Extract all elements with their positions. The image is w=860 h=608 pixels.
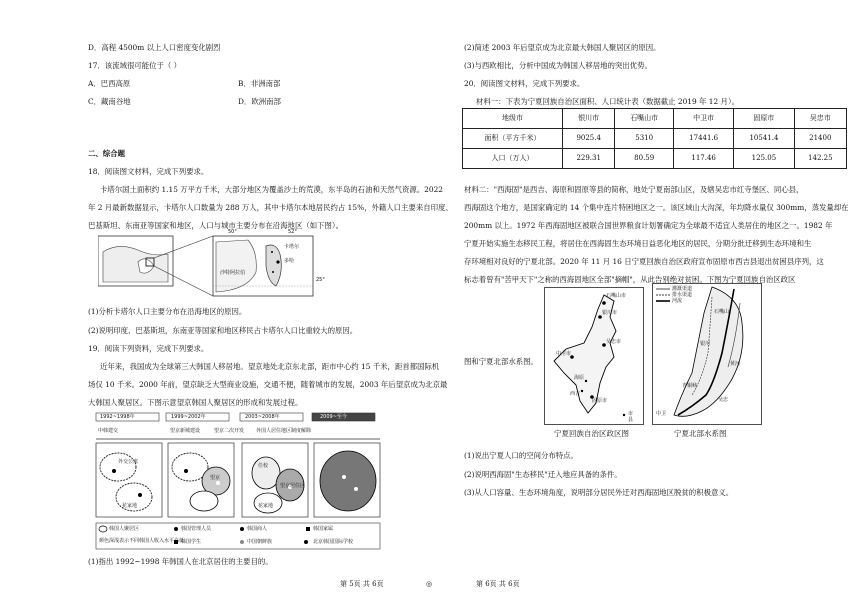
- map2-legend: 灌溉渠道: [672, 286, 693, 292]
- q18-sub2: (2)说明印度、巴基斯坦，东南亚等国家和地区移民占卡塔尔人口比重较大的原因。: [88, 326, 358, 335]
- material1: 材料一：下表为宁夏回族自治区面积、人口统计表（数据截止 2019 年 12 月）。: [476, 97, 740, 106]
- table-header-row: [463, 109, 847, 129]
- period-label: 2003~2008年: [245, 414, 280, 420]
- map1-label: 吴忠市: [606, 339, 622, 345]
- table-cell: 吴忠市: [794, 109, 846, 129]
- map-lon-right: 52°: [288, 229, 297, 235]
- q17-option-b: B．非洲南部: [238, 79, 281, 88]
- table-cell: 银川市: [563, 109, 615, 129]
- page-footer-right: 第 6页 共 6页: [476, 580, 520, 588]
- map1-label: 固原市: [592, 398, 608, 404]
- map-lat-right: 25°: [316, 277, 325, 283]
- table-cell: 17441.6: [673, 129, 733, 149]
- q19-sub1: (1)指出 1992~1998 年韩国人在北京居住的主要目的。: [88, 557, 273, 566]
- map2-label: 青铜峡: [682, 383, 698, 389]
- table-cell: 117.46: [673, 149, 733, 169]
- event-label: 中韩建交: [98, 428, 119, 434]
- legend-item: 中国朝鲜族: [247, 539, 273, 545]
- table-cell: 人口（万人）: [463, 149, 563, 169]
- ningxia-water-map: [652, 283, 762, 425]
- q16-option-d: D．高程 4500m 以上人口密度变化剧烈: [88, 43, 221, 52]
- map1-label: 中卫市: [556, 351, 572, 357]
- table-cell: 地级市: [463, 109, 563, 129]
- q20-stem: 20．阅读图文材料，完成下列要求。: [464, 79, 585, 88]
- q19-stem: 19．阅读下列资料，完成下列要求。: [88, 344, 209, 353]
- place-label: 花家地: [122, 503, 138, 509]
- map2-label: 银川: [700, 341, 711, 347]
- map1-caption: 宁夏回族自治区政区图: [554, 429, 629, 438]
- place-label: 花家地: [258, 503, 274, 509]
- map1-legend: 县: [628, 417, 634, 423]
- place-label: 外交公寓: [118, 459, 139, 465]
- table-cell: 面积（平方千米）: [463, 129, 563, 149]
- map-label-doha: 多哈: [284, 258, 295, 264]
- map-label-qatar: 卡塔尔: [284, 244, 300, 250]
- q17-option-d: D．欧洲南部: [238, 97, 281, 106]
- table-cell: 9025.4: [563, 129, 615, 149]
- q19-sub3: (3)与西欧相比，分析中国成为韩国人移居地的突出优势。: [464, 61, 652, 70]
- q17-option-c: C．藏南谷地: [88, 97, 131, 106]
- q19-material-line: 大韩国人聚居区。下图示意望京韩国人聚居区的形成和发展过程。: [88, 398, 303, 407]
- map2-caption: 宁夏北部水系图: [674, 429, 727, 438]
- legend-item: 颜色深浅表示不同韩国人收入水平高低: [99, 538, 185, 544]
- event-label: 望京新城建设: [170, 428, 201, 434]
- page-marker-icon: ◎: [426, 580, 433, 588]
- legend-item: 北京韩国国际学校: [313, 539, 354, 545]
- q19-material-line: 近年来，我国成为全球第三大韩国人移居地。望京地处北京东北部，距市中心约 15 千米，距首都国际机: [100, 362, 440, 371]
- table-cell: 80.59: [615, 149, 674, 169]
- q20-sub3: (3)从人口容量、生态环境角度，说明部分居民外迁对西海固地区脱贫的积极意义。: [464, 488, 734, 497]
- period-label: 2009~至今: [320, 414, 347, 420]
- q18-sub1: (1)分析卡塔尔人口主要分布在沿海地区的原因。: [88, 307, 247, 316]
- table-cell: 5310: [615, 129, 674, 149]
- map-lat-top: 50°: [228, 229, 237, 235]
- place-label: 望京居住区: [280, 483, 306, 489]
- map2-legend: 排水渠道: [672, 292, 693, 298]
- map2-label: 黄河: [730, 361, 741, 367]
- map1-legend: 市: [628, 411, 634, 417]
- legend-item: 韩国商人: [247, 526, 268, 532]
- map2-legend: 河流: [672, 298, 683, 304]
- table-cell: 125.05: [734, 149, 794, 169]
- legend-item: 韩国人聚居区: [109, 526, 140, 532]
- map1-label: 银川市: [602, 310, 618, 316]
- table-cell: 10541.4: [734, 129, 794, 149]
- page-footer-left: 第 5页 共 6页: [340, 580, 384, 588]
- map2-label: 石嘴山: [714, 309, 730, 315]
- section-title: 二、综合题: [88, 149, 125, 158]
- qatar-map-svg: [98, 232, 388, 300]
- q17-stem: 17．该流域很可能位于（ ）: [88, 61, 182, 70]
- table-row: [463, 129, 847, 149]
- q18-stem: 18．阅读图文材料，完成下列要求。: [88, 167, 209, 176]
- table-row: [463, 149, 847, 169]
- q20-sub2: (2)说明西海固"生态移民"迁入地应具备的条件。: [464, 470, 622, 479]
- legend-item: 韩国管理人员: [181, 526, 212, 532]
- material2-line: 标志着曾有"苦甲天下"之称的西海固地区全部"摘帽"，从此告别绝对贫困。下图为宁夏回族自治区政区: [464, 275, 796, 284]
- material2-line: 存环境相对良好的宁夏北部。2020 年 11 月 16 日宁夏回族自治区政府宣布固原市西吉县退出贫困县序列，这: [464, 257, 824, 266]
- period-label: 1992~1998年: [100, 414, 135, 420]
- event-label: 外国人居住地区制度解除: [256, 428, 312, 434]
- q18-material-line: 巴基斯坦、东南亚等国家和地区，人口与城市主要分布在沿海地区（如下图）。: [88, 221, 343, 230]
- table-cell: 中卫市: [673, 109, 733, 129]
- table-cell: 固原市: [734, 109, 794, 129]
- material2-line: 200mm 以上。1972 年西海固地区被联合国世界粮食计划署确定为全球最不适宜人类居住的地区之一。1982 年: [464, 221, 833, 230]
- map2-label: 吴忠: [718, 397, 729, 403]
- ningxia-admin-map: [544, 287, 644, 425]
- ningxia-water-svg: [652, 283, 762, 425]
- q19-sub2: (2)简述 2003 年后望京成为北京最大韩国人聚居区的原因。: [464, 43, 661, 52]
- map-label-saudi: 沙特阿拉伯: [220, 270, 246, 276]
- map1-label: 海原: [574, 375, 585, 381]
- q20-sub1: (1)说出宁夏人口的空间分布特点。: [464, 451, 578, 460]
- qatar-map-figure: [98, 229, 388, 300]
- table-cell: 石嘴山市: [615, 109, 674, 129]
- map2-label: 中卫: [656, 411, 667, 417]
- material2-line: 材料二："西海固"是西吉、海原和固原等县的简称，地处宁夏南部山区，及辖吴忠市红寺堡区、同心县，: [464, 185, 804, 194]
- legend-item: 韩国学生: [181, 539, 202, 545]
- period-label: 1999~2002年: [171, 414, 206, 420]
- q17-option-a: A．巴西高原: [88, 79, 131, 88]
- q18-material-line: 年 2 月最新数据显示，卡塔尔人口数量为 288 万人，其中卡塔尔本地居民约占 15%，外籍人口主要来自印度、: [88, 203, 453, 212]
- place-label: 望京: [210, 475, 221, 481]
- material2-line: 宁夏开始实施生态移民工程，将居住在西海固生态环境日益恶化地区的居民，分期分批迁移到生态环境和生: [464, 239, 812, 248]
- table-cell: 229.31: [563, 149, 615, 169]
- stats-table: [462, 108, 847, 169]
- q18-material-line: 卡塔尔国土面积约 1.15 万平方千米，大部分地区为覆盖沙土的荒漠，东半岛的石油和天然气资源。2022: [100, 185, 443, 194]
- wangjing-evolution-figure: [94, 411, 382, 551]
- q19-material-line: 场仅 10 千米。2000 年前，望京缺乏大型商业设施，交通不便，随着城市的发展，2003 年后望京成为北京最: [88, 380, 448, 389]
- table-cell: 142.25: [794, 149, 846, 169]
- material2-tail: 图和宁夏北部水系图。: [464, 357, 538, 366]
- event-label: 望京二次开发: [214, 428, 245, 434]
- legend-item: 韩国家属: [313, 526, 334, 532]
- map1-label: 西吉: [570, 391, 581, 397]
- material2-line: 西海固这个地方，是国家确定的 14 个集中连片特困地区之一。该区域山大沟深，年均降水量仅 300mm，蒸发量却在: [464, 203, 849, 212]
- map1-label: 石嘴山市: [606, 293, 627, 299]
- table-cell: 21400: [794, 129, 846, 149]
- place-label: 任校: [258, 463, 269, 469]
